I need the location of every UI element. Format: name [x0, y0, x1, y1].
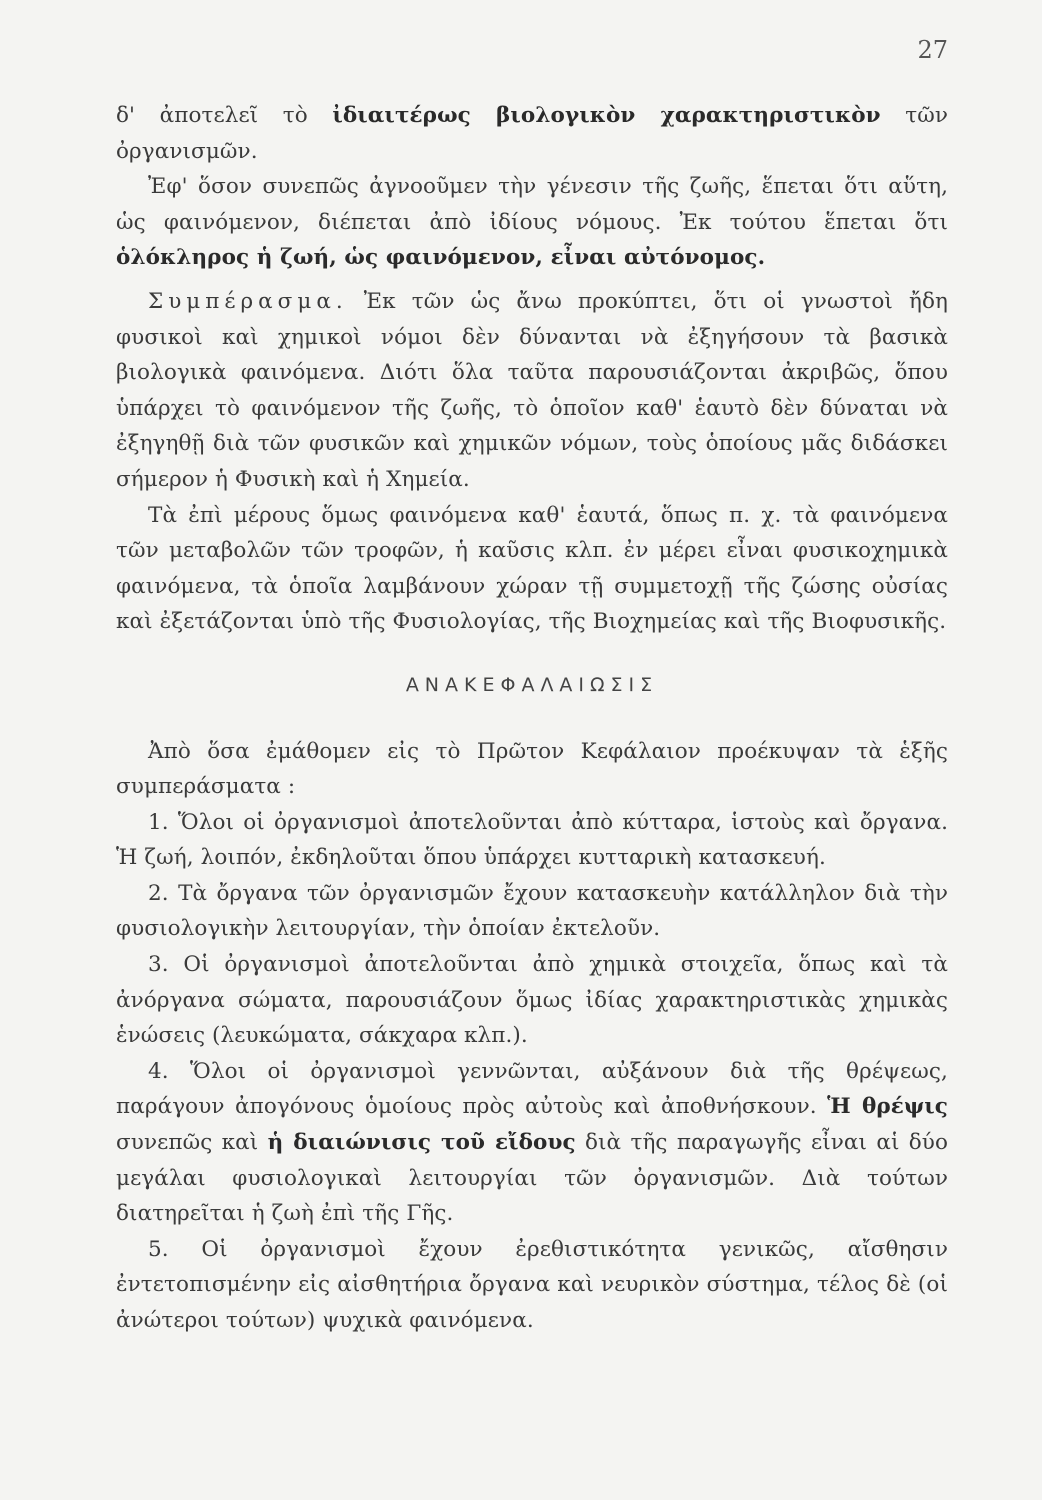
bold-phrase: Ἡ θρέψις	[827, 1094, 948, 1120]
page-body	[116, 98, 948, 1339]
text-span: διὰ τῆς παραγωγῆς εἶναι αἱ δύο μεγάλαι φυσιολογικαὶ λειτουργίαι τῶν ὀργανισμῶν. Διὰ τούτων διατηρεῖται ἡ ζωὴ ἐπὶ τῆς Γῆς.	[116, 1130, 948, 1227]
text-span: δ' ἀποτελεῖ τὸ	[116, 103, 333, 128]
bold-phrase: ἡ διαιώνισις τοῦ εἴδους	[267, 1130, 576, 1156]
summary-item: 1. Ὅλοι οἱ ὀργανισμοὶ ἀποτελοῦνται ἀπὸ κύτταρα, ἱστοὺς καὶ ὄργανα. Ἡ ζωή, λοιπόν, ἐκδηλοῦται ὅπου ὑπάρχει κυτταρικὴ κατασκευή.	[116, 809, 948, 871]
text-span: Ἐκ τῶν ὡς ἄνω προκύπτει, ὅτι οἱ γνωστοὶ ἤδη φυσικοὶ καὶ χημικοὶ νόμοι δὲν δύνανται νὰ ἐξηγήσουν τὰ βασικὰ βιολογικὰ φαινόμενα. Διότι ὅλα ταῦτα παρουσιάζονται ἀκριβῶς, ὅπου ὑπάρχει τὸ φαινόμενον τῆς ζωῆς, τὸ ὁποῖον καθ' ἑαυτὸ δὲν δύναται νὰ ἐξηγηθῇ διὰ τῶν φυσικῶν καὶ χημικῶν νόμων, τοὺς ὁποίους μᾶς διδάσκει σήμερον ἡ Φυσικὴ καὶ ἡ Χημεία.	[116, 288, 948, 492]
text-span: 4. Ὅλοι οἱ ὀργανισμοὶ γεννῶνται, αὐξάνουν διὰ τῆς θρέψεως, παράγουν ἀπογόνους ὁμοίους πρὸς αὐτοὺς καὶ ἀποθνήσκουν.	[116, 1058, 948, 1120]
text-span: Ἐφ' ὅσον συνεπῶς ἀγνοοῦμεν τὴν γένεσιν τῆς ζωῆς, ἕπεται ὅτι αὕτη, ὡς φαινόμενον, διέπεται ἀπὸ ἰδίους νόμους. Ἐκ τούτου ἕπεται ὅτι	[116, 174, 948, 235]
bold-phrase: ὁλόκληρος ἡ ζωή, ὡς φαινόμενον, εἶναι αὐτόνομος.	[116, 245, 766, 271]
section-heading: ΑΝΑΚΕΦΑΛΑΙΩΣΙΣ	[405, 673, 659, 696]
summary-item: 3. Οἱ ὀργανισμοὶ ἀποτελοῦνται ἀπὸ χημικὰ στοιχεῖα, ὅπως καὶ τὰ ἀνόργανα σώματα, παρουσιάζουν ὅμως ἰδίας χαρακτηριστικὰς χημικὰς ἑνώσεις (λευκώματα, σάκχαρα κλπ.).	[116, 952, 948, 1049]
paragraph-conclusion	[116, 284, 948, 498]
summary-item	[116, 1054, 948, 1232]
text-span: συνεπῶς καὶ	[116, 1130, 268, 1156]
summary-intro: Ἀπὸ ὅσα ἐμάθομεν εἰς τὸ Πρῶτον Κεφάλαιον προέκυψαν τὰ ἑξῆς συμπεράσματα :	[116, 738, 948, 800]
text-span: τῶν ὀργανισμῶν.	[116, 103, 949, 164]
bold-phrase: ἰδιαιτέρως βιολογικὸν χαρακτηριστικὸν	[332, 103, 881, 128]
paragraph-phenomena: Τὰ ἐπὶ μέρους ὅμως φαινόμενα καθ' ἑαυτά, ὅπως π. χ. τὰ φαινόμενα τῶν μεταβολῶν τῶν τροφῶν, ἡ καῦσις κλπ. ἐν μέρει εἶναι φυσικοχημικὰ φαινόμενα, τὰ ὁποῖα λαμβάνουν χώραν τῇ συμμετοχῇ τῆς ζώσης οὐσίας καὶ ἐξετάζονται ὑπὸ τῆς Φυσιολογίας, τῆς Βιοχημείας καὶ τῆς Βιοφυσικῆς.	[116, 502, 948, 635]
paragraph-continuation	[116, 98, 948, 169]
summary-item: 5. Οἱ ὀργανισμοὶ ἔχουν ἐρεθιστικότητα γενικῶς, αἴσθησιν ἐντετοπισμένην εἰς αἰσθητήρια ὄργανα καὶ νευρικὸν σύστημα, τέλος δὲ (οἱ ἀνώτεροι τούτων) ψυχικὰ φαινόμενα.	[116, 1236, 948, 1333]
summary-item: 2. Τὰ ὄργανα τῶν ὀργανισμῶν ἔχουν κατασκευὴν κατάλληλον διὰ τὴν φυσιολογικὴν λειτουργίαν, τὴν ὁποίαν ἐκτελοῦν.	[116, 880, 948, 942]
paragraph-autonomy	[116, 169, 948, 276]
spaced-heading: Συμπέρασμα.	[148, 288, 348, 314]
page-number: 27	[917, 36, 948, 64]
